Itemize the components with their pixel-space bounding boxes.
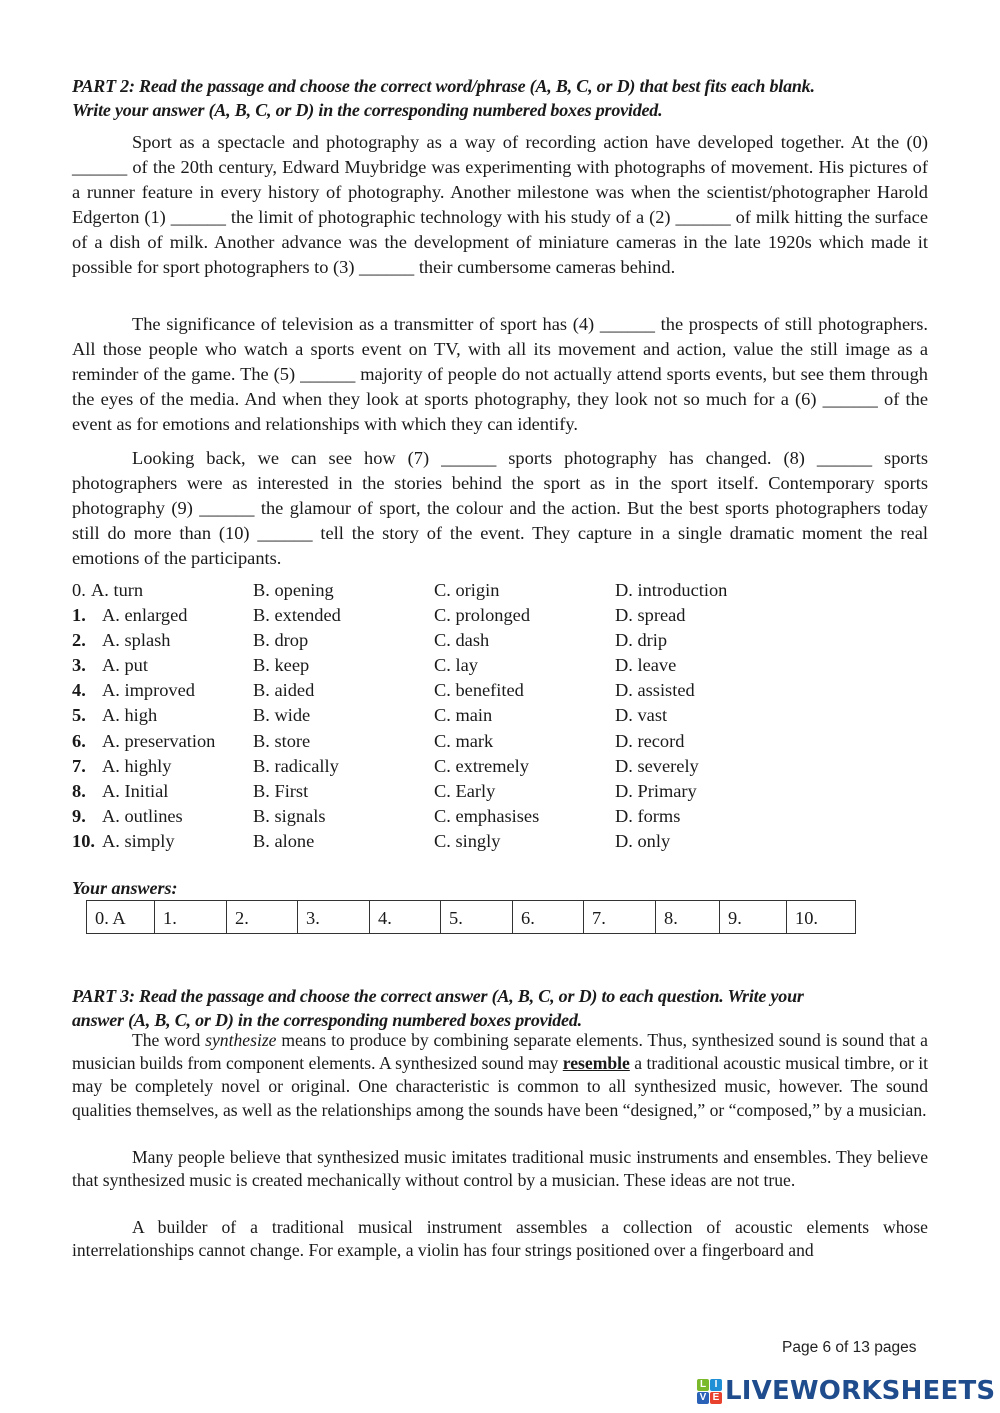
- option-row-2: [72, 628, 772, 653]
- logo-tile-e: E: [710, 1392, 722, 1404]
- option-b: B. aided: [253, 680, 315, 701]
- highlighted-word: resemble: [562, 1053, 630, 1074]
- logo-tile-v: V: [697, 1392, 709, 1404]
- option-number: 2.: [72, 630, 86, 651]
- page-number: Page 6 of 13 pages: [782, 1339, 917, 1356]
- option-number: 10.: [72, 830, 95, 851]
- option-a: A. simply: [102, 830, 175, 851]
- option-c: C. dash: [434, 630, 490, 651]
- answer-box-0: 0. A: [87, 901, 155, 933]
- option-a: A. Initial: [102, 780, 169, 801]
- option-d: D. record: [615, 730, 685, 751]
- brand-name: LIVEWORKSHEETS: [725, 1376, 996, 1406]
- part3-paragraph-2: Many people believe that synthesized music imitates traditional music instruments and ensembles. They believe that synthesized music is created mechanically without control by a musician. These ideas are not true.: [72, 1147, 928, 1191]
- italic-term: synthesize: [205, 1030, 277, 1050]
- answer-box-3[interactable]: 3.: [298, 901, 370, 933]
- option-d: D. introduction: [615, 580, 728, 600]
- option-d: D. Primary: [615, 780, 697, 801]
- logo-tile-l: L: [697, 1379, 709, 1391]
- option-number: 0.: [72, 580, 86, 600]
- option-row-5: [72, 703, 772, 728]
- option-a: A. outlines: [102, 805, 183, 826]
- option-b: B. signals: [253, 805, 326, 826]
- answers-label: Your answers:: [72, 878, 178, 898]
- option-number: 9.: [72, 805, 86, 826]
- option-a: A. turn: [91, 580, 144, 600]
- part2-heading: [72, 74, 932, 122]
- option-row-7: [72, 754, 772, 779]
- option-a: A. splash: [102, 630, 171, 651]
- answer-box-5[interactable]: 5.: [441, 901, 513, 933]
- answer-box-2[interactable]: 2.: [227, 901, 298, 933]
- part2-heading-line1: PART 2: Read the passage and choose the correct word/phrase (A, B, C, or D) that best fits each blank.: [72, 76, 815, 96]
- liveworksheets-logo: [697, 1376, 995, 1406]
- option-a: A. enlarged: [102, 605, 188, 626]
- part3-heading-line2: answer (A, B, C, or D) in the corresponding numbered boxes provided.: [72, 1010, 582, 1030]
- part2-paragraph-1: Sport as a spectacle and photography as a way of recording action have developed together. At the (0) ______ of the 20th century, Edward Muybridge was experimenting with photographs of movement. His pictures of a runner feature in every history of photography. Another milestone was when the scientist/photographer Harold Edgerton (1) ______ the limit of photographic technology with his study of a (2) ______ of milk hitting the surface of a dish of milk. Another advance was the development of miniature cameras in the late 1920s which made it possible for sport photographers to (3) ______ their cumbersome cameras behind.: [72, 132, 928, 277]
- option-d: D. vast: [615, 705, 668, 726]
- option-c: C. benefited: [434, 680, 524, 701]
- options-list: [72, 578, 772, 854]
- part3-heading-line1: PART 3: Read the passage and choose the correct answer (A, B, C, or D) to each question. Write your: [72, 986, 804, 1006]
- option-row-0: [72, 578, 772, 603]
- option-b: B. opening: [253, 580, 334, 600]
- option-d: D. assisted: [615, 680, 695, 701]
- option-d: D. only: [615, 830, 671, 851]
- option-number: 7.: [72, 755, 86, 776]
- logo-tile-i: I: [710, 1379, 722, 1391]
- option-d: D. forms: [615, 805, 681, 826]
- option-b: B. radically: [253, 755, 339, 776]
- option-c: C. lay: [434, 655, 478, 676]
- live-grid-icon: [697, 1379, 722, 1404]
- part2-paragraph-2: The significance of television as a transmitter of sport has (4) ______ the prospects of still photographers. All those people who watch a sports event on TV, with all its movement and action, value the still image as a reminder of the game. The (5) ______ majority of people do not actually attend sports events, but see them through the eyes of the media. And when they look at sports photography, they look not so much for a (6) ______ of the event as for emotions and relationships with which they can identify.: [72, 314, 928, 434]
- option-d: D. spread: [615, 605, 686, 626]
- option-c: C. Early: [434, 780, 496, 801]
- option-row-1: [72, 603, 772, 628]
- answer-box-9[interactable]: 9.: [720, 901, 787, 933]
- answer-box-8[interactable]: 8.: [656, 901, 720, 933]
- text-run: means to produce by combining separate elements. Thus, synthesized sound is sound that a musician builds from component elements. A synthesized sound may: [72, 1030, 928, 1074]
- answer-box-1[interactable]: 1.: [155, 901, 227, 933]
- option-c: C. mark: [434, 730, 494, 751]
- answer-box-7[interactable]: 7.: [584, 901, 656, 933]
- option-d: D. leave: [615, 655, 677, 676]
- option-number: 8.: [72, 780, 86, 801]
- part2-heading-line2: Write your answer (A, B, C, or D) in the corresponding numbered boxes provided.: [72, 100, 663, 120]
- option-d: D. severely: [615, 755, 699, 776]
- answers-table: [86, 900, 856, 934]
- option-row-8: [72, 779, 772, 804]
- option-c: C. emphasises: [434, 805, 540, 826]
- option-b: B. wide: [253, 705, 311, 726]
- option-c: C. prolonged: [434, 605, 531, 626]
- option-b: B. drop: [253, 630, 309, 651]
- text-run: The word: [132, 1030, 206, 1050]
- option-number: 6.: [72, 730, 86, 751]
- option-c: C. singly: [434, 830, 501, 851]
- option-d: D. drip: [615, 630, 668, 651]
- answer-box-10[interactable]: 10.: [795, 908, 818, 928]
- option-b: B. store: [253, 730, 311, 751]
- option-a: A. high: [102, 705, 158, 726]
- option-number: 1.: [72, 605, 86, 626]
- option-b: B. First: [253, 780, 309, 801]
- part3-paragraph-3: A builder of a traditional musical instrument assembles a collection of acoustic elements whose interrelationships cannot change. For example, a violin has four strings positioned over a fingerboard and: [72, 1217, 928, 1261]
- part3-heading: [72, 984, 932, 1032]
- answer-box-4[interactable]: 4.: [370, 901, 441, 933]
- option-row-4: [72, 678, 772, 703]
- option-a: A. preservation: [102, 730, 216, 751]
- option-b: B. alone: [253, 830, 315, 851]
- option-c: C. extremely: [434, 755, 529, 776]
- option-c: C. origin: [434, 580, 500, 600]
- option-a: A. highly: [102, 755, 172, 776]
- option-number: 4.: [72, 680, 86, 701]
- text-run: a traditional acoustic musical timbre, or it may be completely novel or original. One characteristic is common to all synthesized music, however. The sound qualities themselves, as well as the relationships among the sounds have been “designed,” or “composed,” by a musician.: [72, 1053, 928, 1120]
- option-c: C. main: [434, 705, 493, 726]
- option-row-9: [72, 804, 772, 829]
- option-a: A. put: [102, 655, 148, 676]
- option-number: 5.: [72, 705, 86, 726]
- part3-paragraph-1: [72, 1029, 928, 1122]
- answer-box-6[interactable]: 6.: [513, 901, 584, 933]
- option-row-6: [72, 729, 772, 754]
- option-a: A. improved: [102, 680, 195, 701]
- option-row-10: [72, 829, 772, 854]
- option-b: B. keep: [253, 655, 310, 676]
- option-number: 3.: [72, 655, 86, 676]
- part2-paragraph-3: Looking back, we can see how (7) ______ sports photography has changed. (8) ______ sports photographers were as interested in the stories behind the sport as in the sport itself. Contemporary sports photography (9) ______ the glamour of sport, the colour and the action. But the best sports photographers today still do more than (10) ______ tell the story of the event. They capture in a single dramatic moment the real emotions of the participants.: [72, 448, 928, 568]
- option-b: B. extended: [253, 605, 341, 626]
- option-row-3: [72, 653, 772, 678]
